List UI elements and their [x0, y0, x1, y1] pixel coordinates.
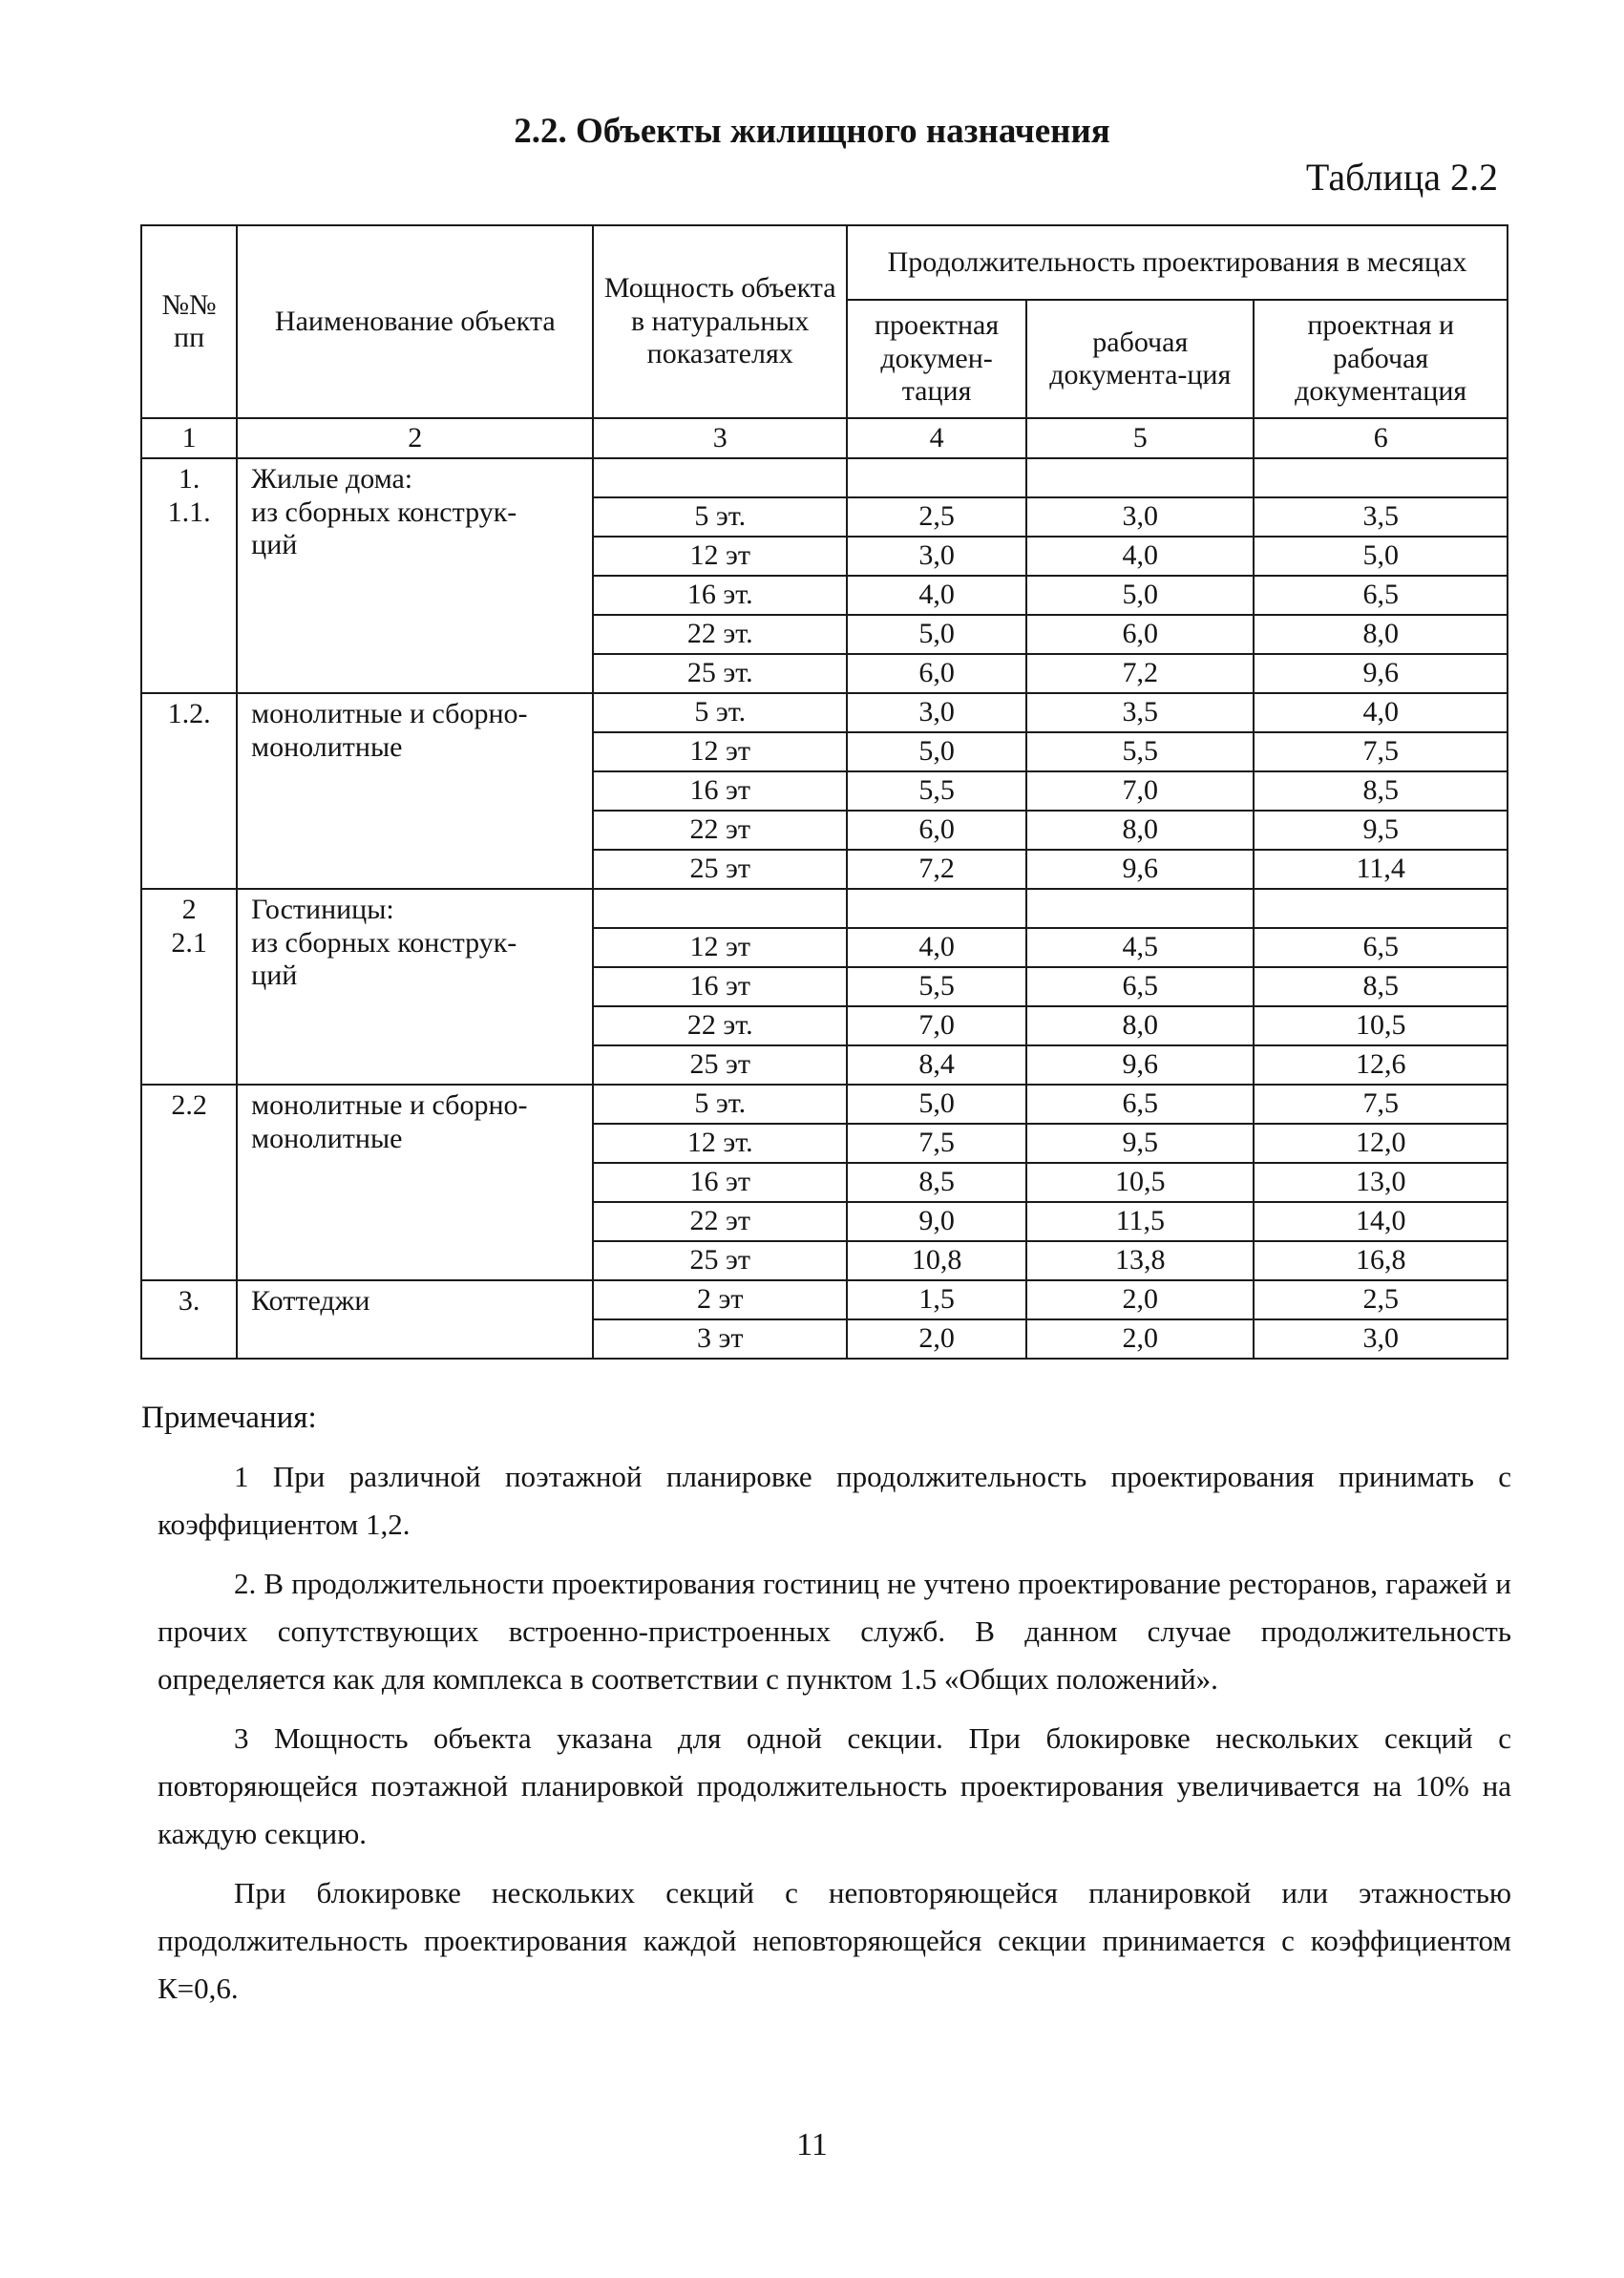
capacity-cell: 12 эт.: [593, 1124, 847, 1163]
row-group-object-name: монолитные и сборно- монолитные: [237, 693, 593, 889]
working-docs-value: 11,5: [1026, 1202, 1254, 1241]
header-project-docs: проектная докумен-тация: [847, 300, 1026, 418]
total-docs-value: 8,5: [1254, 967, 1508, 1006]
header-number: №№ пп: [141, 225, 237, 418]
working-docs-value: 7,0: [1026, 771, 1254, 811]
capacity-cell: 25 эт.: [593, 654, 847, 693]
row-group-object-name: Коттеджи: [237, 1280, 593, 1359]
capacity-cell: 22 эт: [593, 811, 847, 850]
project-docs-value: 5,5: [847, 967, 1026, 1006]
capacity-cell: 2 эт: [593, 1280, 847, 1319]
capacity-cell: 22 эт: [593, 1202, 847, 1241]
row-group-number: 2 2.1: [141, 889, 237, 1085]
working-docs-value: 4,5: [1026, 928, 1254, 967]
project-docs-value: 3,0: [847, 693, 1026, 732]
capacity-cell: 25 эт: [593, 1045, 847, 1085]
column-number: 3: [593, 418, 847, 458]
total-docs-value: 12,0: [1254, 1124, 1508, 1163]
capacity-cell: 5 эт.: [593, 497, 847, 537]
column-number-row: [141, 418, 1508, 458]
working-docs-value: 13,8: [1026, 1241, 1254, 1280]
working-docs-value: 5,0: [1026, 576, 1254, 615]
working-docs-value: 10,5: [1026, 1163, 1254, 1202]
table-label: Таблица 2.2: [1305, 156, 1498, 199]
total-docs-value: 11,4: [1254, 850, 1508, 889]
table-row: [141, 1280, 1508, 1319]
project-docs-value: 4,0: [847, 576, 1026, 615]
note-item: 3 Мощность объекта указана для одной секции. При блокировке нескольких секций с повторяющейся поэтажной планировкой продолжительность проектирования увеличивается на 10% на каждую секцию.: [158, 1721, 1511, 1850]
column-number: 5: [1026, 418, 1254, 458]
project-docs-value: 7,2: [847, 850, 1026, 889]
capacity-cell: 25 эт: [593, 1241, 847, 1280]
total-docs-value: 13,0: [1254, 1163, 1508, 1202]
capacity-cell: 25 эт: [593, 850, 847, 889]
working-docs-value: 6,0: [1026, 615, 1254, 654]
row-group-object-name: Жилые дома: из сборных конструк- ций: [237, 458, 593, 693]
working-docs-value: 2,0: [1026, 1280, 1254, 1319]
capacity-cell: 3 эт: [593, 1319, 847, 1359]
working-docs-value: 4,0: [1026, 537, 1254, 576]
column-number: 1: [141, 418, 237, 458]
row-group-object-name: Гостиницы: из сборных конструк- ций: [237, 889, 593, 1085]
empty-cell: [1026, 458, 1254, 497]
total-docs-value: 9,5: [1254, 811, 1508, 850]
total-docs-value: 5,0: [1254, 537, 1508, 576]
project-docs-value: 2,0: [847, 1319, 1026, 1359]
note-item: 2. В продолжительности проектирования гостиниц не учтено проектирование ресторанов, гаражей и прочих сопутствующих встроенно-пристроенных служб. В данном случае продолжительность определяется как для комплекса в соответствии с пунктом 1.5 «Общих положений».: [158, 1567, 1511, 1696]
capacity-cell: 16 эт: [593, 771, 847, 811]
empty-cell: [847, 889, 1026, 928]
note-item: При блокировке нескольких секций с неповторяющейся планировкой или этажностью продолжительность проектирования каждой неповторяющейся секции принимается с коэффициентом К=0,6.: [158, 1876, 1511, 2005]
project-docs-value: 3,0: [847, 537, 1026, 576]
working-docs-value: 2,0: [1026, 1319, 1254, 1359]
total-docs-value: 9,6: [1254, 654, 1508, 693]
header-duration-group: Продолжительность проектирования в месяцах: [847, 225, 1508, 300]
table-row: [141, 889, 1508, 928]
project-docs-value: 4,0: [847, 928, 1026, 967]
working-docs-value: 9,6: [1026, 1045, 1254, 1085]
table-body: [141, 458, 1508, 1359]
project-docs-value: 5,5: [847, 771, 1026, 811]
total-docs-value: 4,0: [1254, 693, 1508, 732]
working-docs-value: 7,2: [1026, 654, 1254, 693]
column-number: 6: [1254, 418, 1508, 458]
header-capacity: Мощность объекта в натуральных показателях: [593, 225, 847, 418]
total-docs-value: 8,0: [1254, 615, 1508, 654]
total-docs-value: 16,8: [1254, 1241, 1508, 1280]
row-group-number: 1.2.: [141, 693, 237, 889]
total-docs-value: 8,5: [1254, 771, 1508, 811]
total-docs-value: 3,5: [1254, 497, 1508, 537]
project-docs-value: 5,0: [847, 615, 1026, 654]
working-docs-value: 3,5: [1026, 693, 1254, 732]
total-docs-value: 7,5: [1254, 1085, 1508, 1124]
header-object-name: Наименование объекта: [237, 225, 593, 418]
empty-cell: [847, 458, 1026, 497]
capacity-cell: 12 эт: [593, 537, 847, 576]
table-row: [141, 458, 1508, 497]
empty-cell: [593, 458, 847, 497]
page-number: 11: [796, 2127, 828, 2162]
total-docs-value: 10,5: [1254, 1006, 1508, 1045]
row-group-object-name: монолитные и сборно- монолитные: [237, 1085, 593, 1280]
total-docs-value: 6,5: [1254, 928, 1508, 967]
project-docs-value: 10,8: [847, 1241, 1026, 1280]
duration-table: [140, 224, 1508, 1360]
total-docs-value: 7,5: [1254, 732, 1508, 771]
working-docs-value: 9,5: [1026, 1124, 1254, 1163]
total-docs-value: 12,6: [1254, 1045, 1508, 1085]
working-docs-value: 8,0: [1026, 1006, 1254, 1045]
working-docs-value: 9,6: [1026, 850, 1254, 889]
capacity-cell: 16 эт.: [593, 576, 847, 615]
column-number: 2: [237, 418, 593, 458]
capacity-cell: 5 эт.: [593, 1085, 847, 1124]
project-docs-value: 2,5: [847, 497, 1026, 537]
capacity-cell: 16 эт: [593, 1163, 847, 1202]
total-docs-value: 6,5: [1254, 576, 1508, 615]
capacity-cell: 16 эт: [593, 967, 847, 1006]
notes-section: [141, 1394, 1511, 2024]
working-docs-value: 6,5: [1026, 967, 1254, 1006]
project-docs-value: 8,5: [847, 1163, 1026, 1202]
capacity-cell: 22 эт.: [593, 615, 847, 654]
column-number: 4: [847, 418, 1026, 458]
working-docs-value: 6,5: [1026, 1085, 1254, 1124]
empty-cell: [1254, 458, 1508, 497]
project-docs-value: 7,5: [847, 1124, 1026, 1163]
empty-cell: [1254, 889, 1508, 928]
project-docs-value: 5,0: [847, 732, 1026, 771]
working-docs-value: 3,0: [1026, 497, 1254, 537]
capacity-cell: 5 эт.: [593, 693, 847, 732]
project-docs-value: 5,0: [847, 1085, 1026, 1124]
note-item: 1 При различной поэтажной планировке продолжительность проектирования принимать с коэффициентом 1,2.: [158, 1460, 1511, 1541]
working-docs-value: 8,0: [1026, 811, 1254, 850]
total-docs-value: 2,5: [1254, 1280, 1508, 1319]
header-working-docs: рабочая документа-ция: [1026, 300, 1254, 418]
total-docs-value: 3,0: [1254, 1319, 1508, 1359]
project-docs-value: 8,4: [847, 1045, 1026, 1085]
project-docs-value: 7,0: [847, 1006, 1026, 1045]
project-docs-value: 1,5: [847, 1280, 1026, 1319]
row-group-number: 3.: [141, 1280, 237, 1359]
project-docs-value: 9,0: [847, 1202, 1026, 1241]
table-row: [141, 693, 1508, 732]
header-project-and-working-docs: проектная и рабочая документация: [1254, 300, 1508, 418]
row-group-number: 1. 1.1.: [141, 458, 237, 693]
notes-title: Примечания:: [141, 1401, 317, 1435]
capacity-cell: 12 эт: [593, 928, 847, 967]
project-docs-value: 6,0: [847, 811, 1026, 850]
total-docs-value: 14,0: [1254, 1202, 1508, 1241]
empty-cell: [1026, 889, 1254, 928]
row-group-number: 2.2: [141, 1085, 237, 1280]
empty-cell: [593, 889, 847, 928]
capacity-cell: 22 эт.: [593, 1006, 847, 1045]
working-docs-value: 5,5: [1026, 732, 1254, 771]
section-heading: 2.2. Объекты жилищного назначения: [514, 112, 1110, 151]
capacity-cell: 12 эт: [593, 732, 847, 771]
table-row: [141, 1085, 1508, 1124]
project-docs-value: 6,0: [847, 654, 1026, 693]
